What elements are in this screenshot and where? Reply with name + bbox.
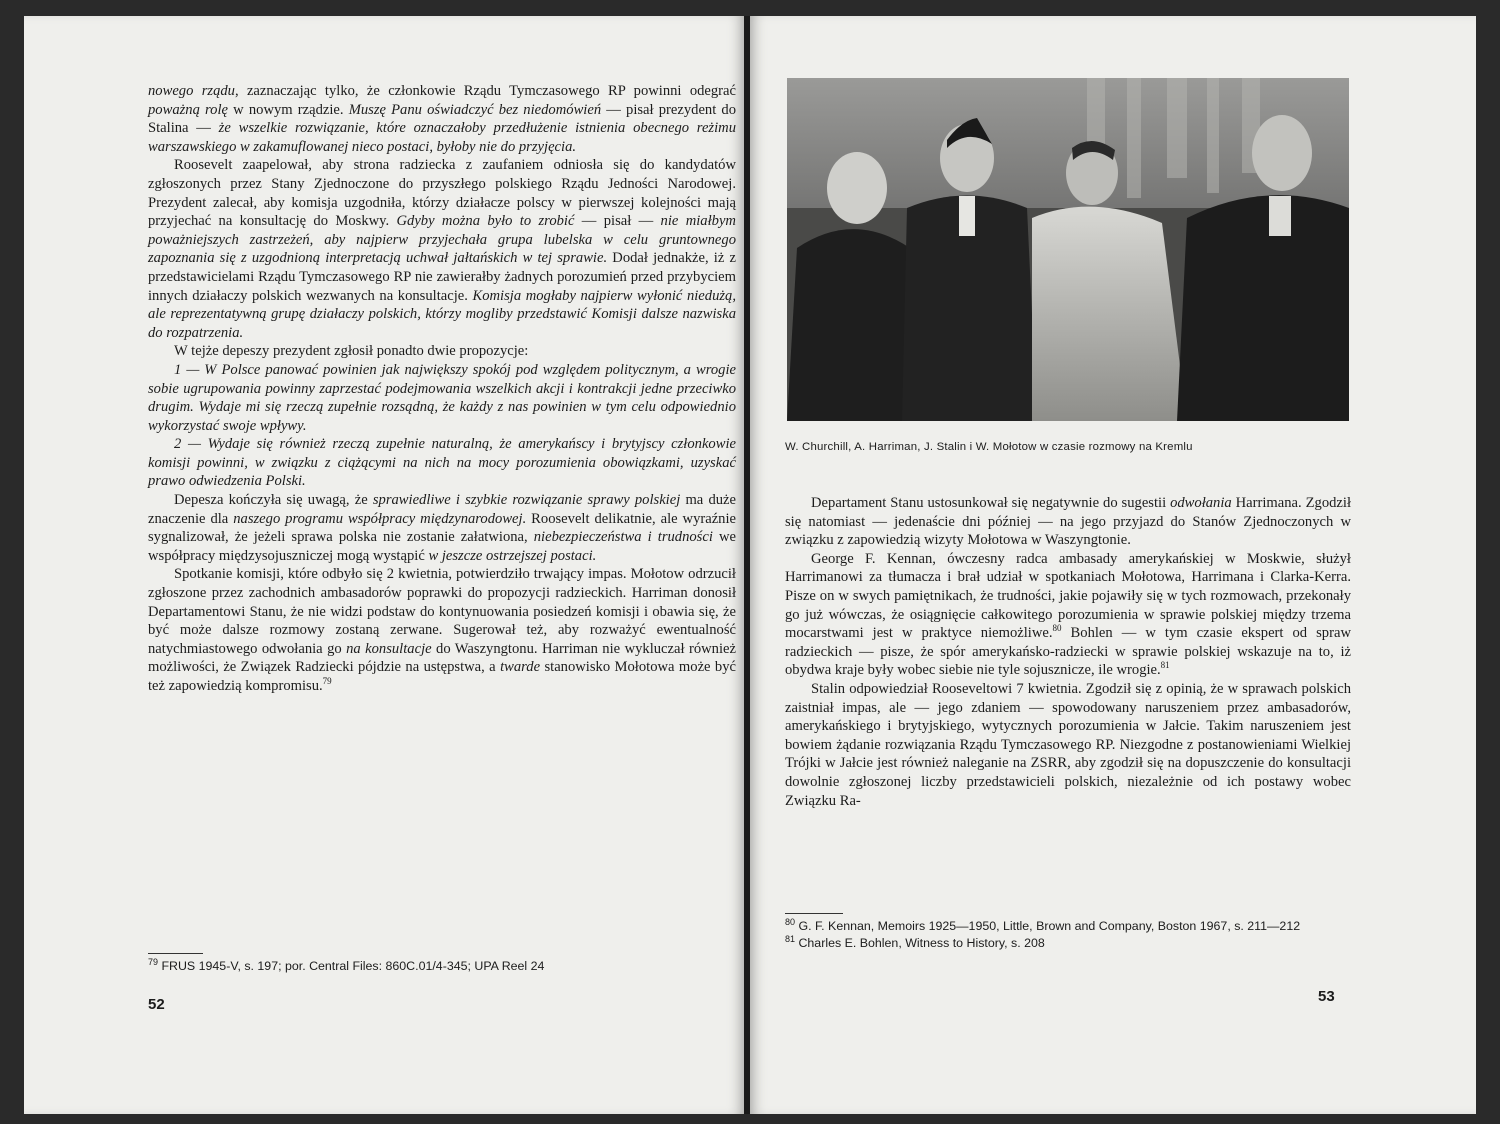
photo-caption: W. Churchill, A. Harriman, J. Stalin i W. Mołotow w czasie rozmowy na Kremlu <box>785 441 1193 453</box>
right-page <box>750 16 1476 1114</box>
paragraph: Roosevelt zaapelował, aby strona radziecka z zaufaniem odniosła się do kandydatów zgłoszonych przez Stany Zjednoczone do przyszłego polskiego Rządu Jedności Narodowej. Prezydent zalecał, aby komisja uzgodniła, którzy działacze polscy w pierwszej kolejności mają przyjechać na konsultację do Moskwy. Gdyby można było to zrobić — pisał — nie miałbym poważniejszych zastrzeżeń, aby najpierw przyjechała grupa lubelska w celu gruntownego zapoznania się z uzgodnioną interpretacją uchwał jałtańskich w tej sprawie. Dodał jednakże, iż z przedstawicielami Rządu Tymczasowego RP nie zawierałby żadnych porozumień przed przybyciem innych działaczy polskich wezwanych na konsultacje. Komisja mogłaby najpierw wyłonić niedużą, ale reprezentatywną grupę działaczy polskich, którzy mogliby przedstawić Komisji dalsze nazwiska do rozpatrzenia. <box>148 157 736 341</box>
page-number-left: 52 <box>148 996 165 1013</box>
left-page <box>24 16 744 1114</box>
paragraph: George F. Kennan, ówczesny radca ambasady amerykańskiej w Moskwie, służył Harrimanowi za tłumacza i brał udział w spotkaniach Mołotowa, Harrimana i Clarka-Kerra. Pisze on w swych pamiętnikach, że trudności, jakie pojawiły się w tych rozmowach, przekonały go już wówczas, że osiągnięcie całkowitego porozumienia w sprawie polskiej między trzema mocarstwami jest w praktyce niemożliwe.$^{80}$ Bohlen — w tym czasie ekspert od spraw radzieckich — pisze, że spór amerykańsko-radziecki w sprawie polskiej wskazuje na to, iż obydwa kraje były wobec siebie nie tyle sojusznicze, ile wrogie.$^{81}$ <box>785 550 1351 679</box>
footnote-rule <box>148 953 203 954</box>
photograph-four-men-seated <box>787 78 1349 421</box>
left-page-text <box>148 82 736 696</box>
footnote-rule <box>785 913 843 914</box>
paragraph: 1 — W Polsce panować powinien jak największy spokój pod względem politycznym, a wrogie sobie ugrupowania powinny zaprzestać podejmowania wszelkich akcji i kontrakcji jedne przeciwko drugim. Wydaje mi się rzeczą zupełnie rozsądną, że każdy z nas powinien w tym celu odpowiednio wykorzystać swoje wpływy. <box>148 361 736 434</box>
page-number-right: 53 <box>1318 988 1335 1005</box>
paragraph: nowego rządu, zaznaczając tylko, że członkowie Rządu Tymczasowego RP powinni odegrać poważną rolę w nowym rządzie. Muszę Panu oświadczyć bez niedomówień — pisał prezydent do Stalina — że wszelkie rozwiązanie, które oznaczałoby przedłużenie istnienia obecnego reżimu warszawskiego w zakamuflowanej nieco postaci, byłoby nie do przyjęcia. <box>148 83 737 155</box>
paragraph: 2 — Wydaje się również rzeczą zupełnie naturalną, że amerykańscy i brytyjscy członkowie komisji powinni, w związku z ciążącymi na nich na mocy porozumienia obowiązkami, uzyskać prawo odwiedzenia Polski. <box>148 436 736 490</box>
paragraph: Spotkanie komisji, które odbyło się 2 kwietnia, potwierdziło trwający impas. Mołotow odrzucił zgłoszone przez zachodnich ambasadorów poprawki do propozycji radzieckich. Harriman donosił Departamentowi Stanu, że nie widzi podstaw do kontynuowania posiedzeń komisji i obawia się, że być może dalsze rozmowy zostaną zerwane. Sugerował też, aby rozważyć ewentualność natychmiastowego odwołania go na konsultacje do Waszyngtonu. Harriman nie wykluczał również możliwości, że Związek Radziecki pójdzie na ustępstwa, a twarde stanowisko Mołotowa może być też zapowiedzią kompromisu.$^{79}$ <box>148 566 736 694</box>
footnotes-80-81 <box>785 918 1351 951</box>
right-page-text <box>785 494 1351 810</box>
footnote: $^{80}$ G. F. Kennan, Memoirs 1925—1950, Little, Brown and Company, Boston 1967, s. 211—212 <box>785 916 1301 933</box>
paragraph: Stalin odpowiedział Rooseveltowi 7 kwietnia. Zgodził się z opinią, że w sprawach polskich zaistniał impas, ale — jego zdaniem — spowodowany naruszeniem przez ambasadorów, amerykańskiego i brytyjskiego, wytycznych porozumienia w Jałcie. Takim naruszeniem jest bowiem żądanie rozwiązania Rządu Tymczasowego RP. Niezgodne z postanowieniami Wielkiej Trójki w Jałcie jest również naleganie na ZSRR, aby zgodził się na dopuszczenie do konsultacji dowolnie zgłoszonej liczby przedstawicieli polskich, niezależnie od ich postawy wobec Związku Ra- <box>785 680 1351 809</box>
paragraph: Depesza kończyła się uwagą, że sprawiedliwe i szybkie rozwiązanie sprawy polskiej ma duże znaczenie dla naszego programu współpracy międzynarodowej. Roosevelt delikatnie, ale wyraźnie sygnalizował, że jeżeli sprawa polska nie zostanie załatwiona, niebezpieczeństwa i trudności we współpracy międzysojuszniczej mogą wystąpić w jeszcze ostrzejszej postaci. <box>148 492 737 564</box>
footnote: $^{81}$ Charles E. Bohlen, Witness to History, s. 208 <box>785 933 1045 950</box>
footnote-79: $^{79}$ FRUS 1945-V, s. 197; por. Central Files: 860C.01/4-345; UPA Reel 24 <box>148 956 545 973</box>
paragraph: Departament Stanu ustosunkował się negatywnie do sugestii odwołania Harrimana. Zgodził się natomiast — jedenaście dni później — na jego przyjazd do Stanów Zjednoczonych w związku z zapowiedzią wizyty Mołotowa w Waszyngtonie. <box>785 495 1352 549</box>
paragraph: W tejże depeszy prezydent zgłosił ponadto dwie propozycje: <box>174 343 529 360</box>
